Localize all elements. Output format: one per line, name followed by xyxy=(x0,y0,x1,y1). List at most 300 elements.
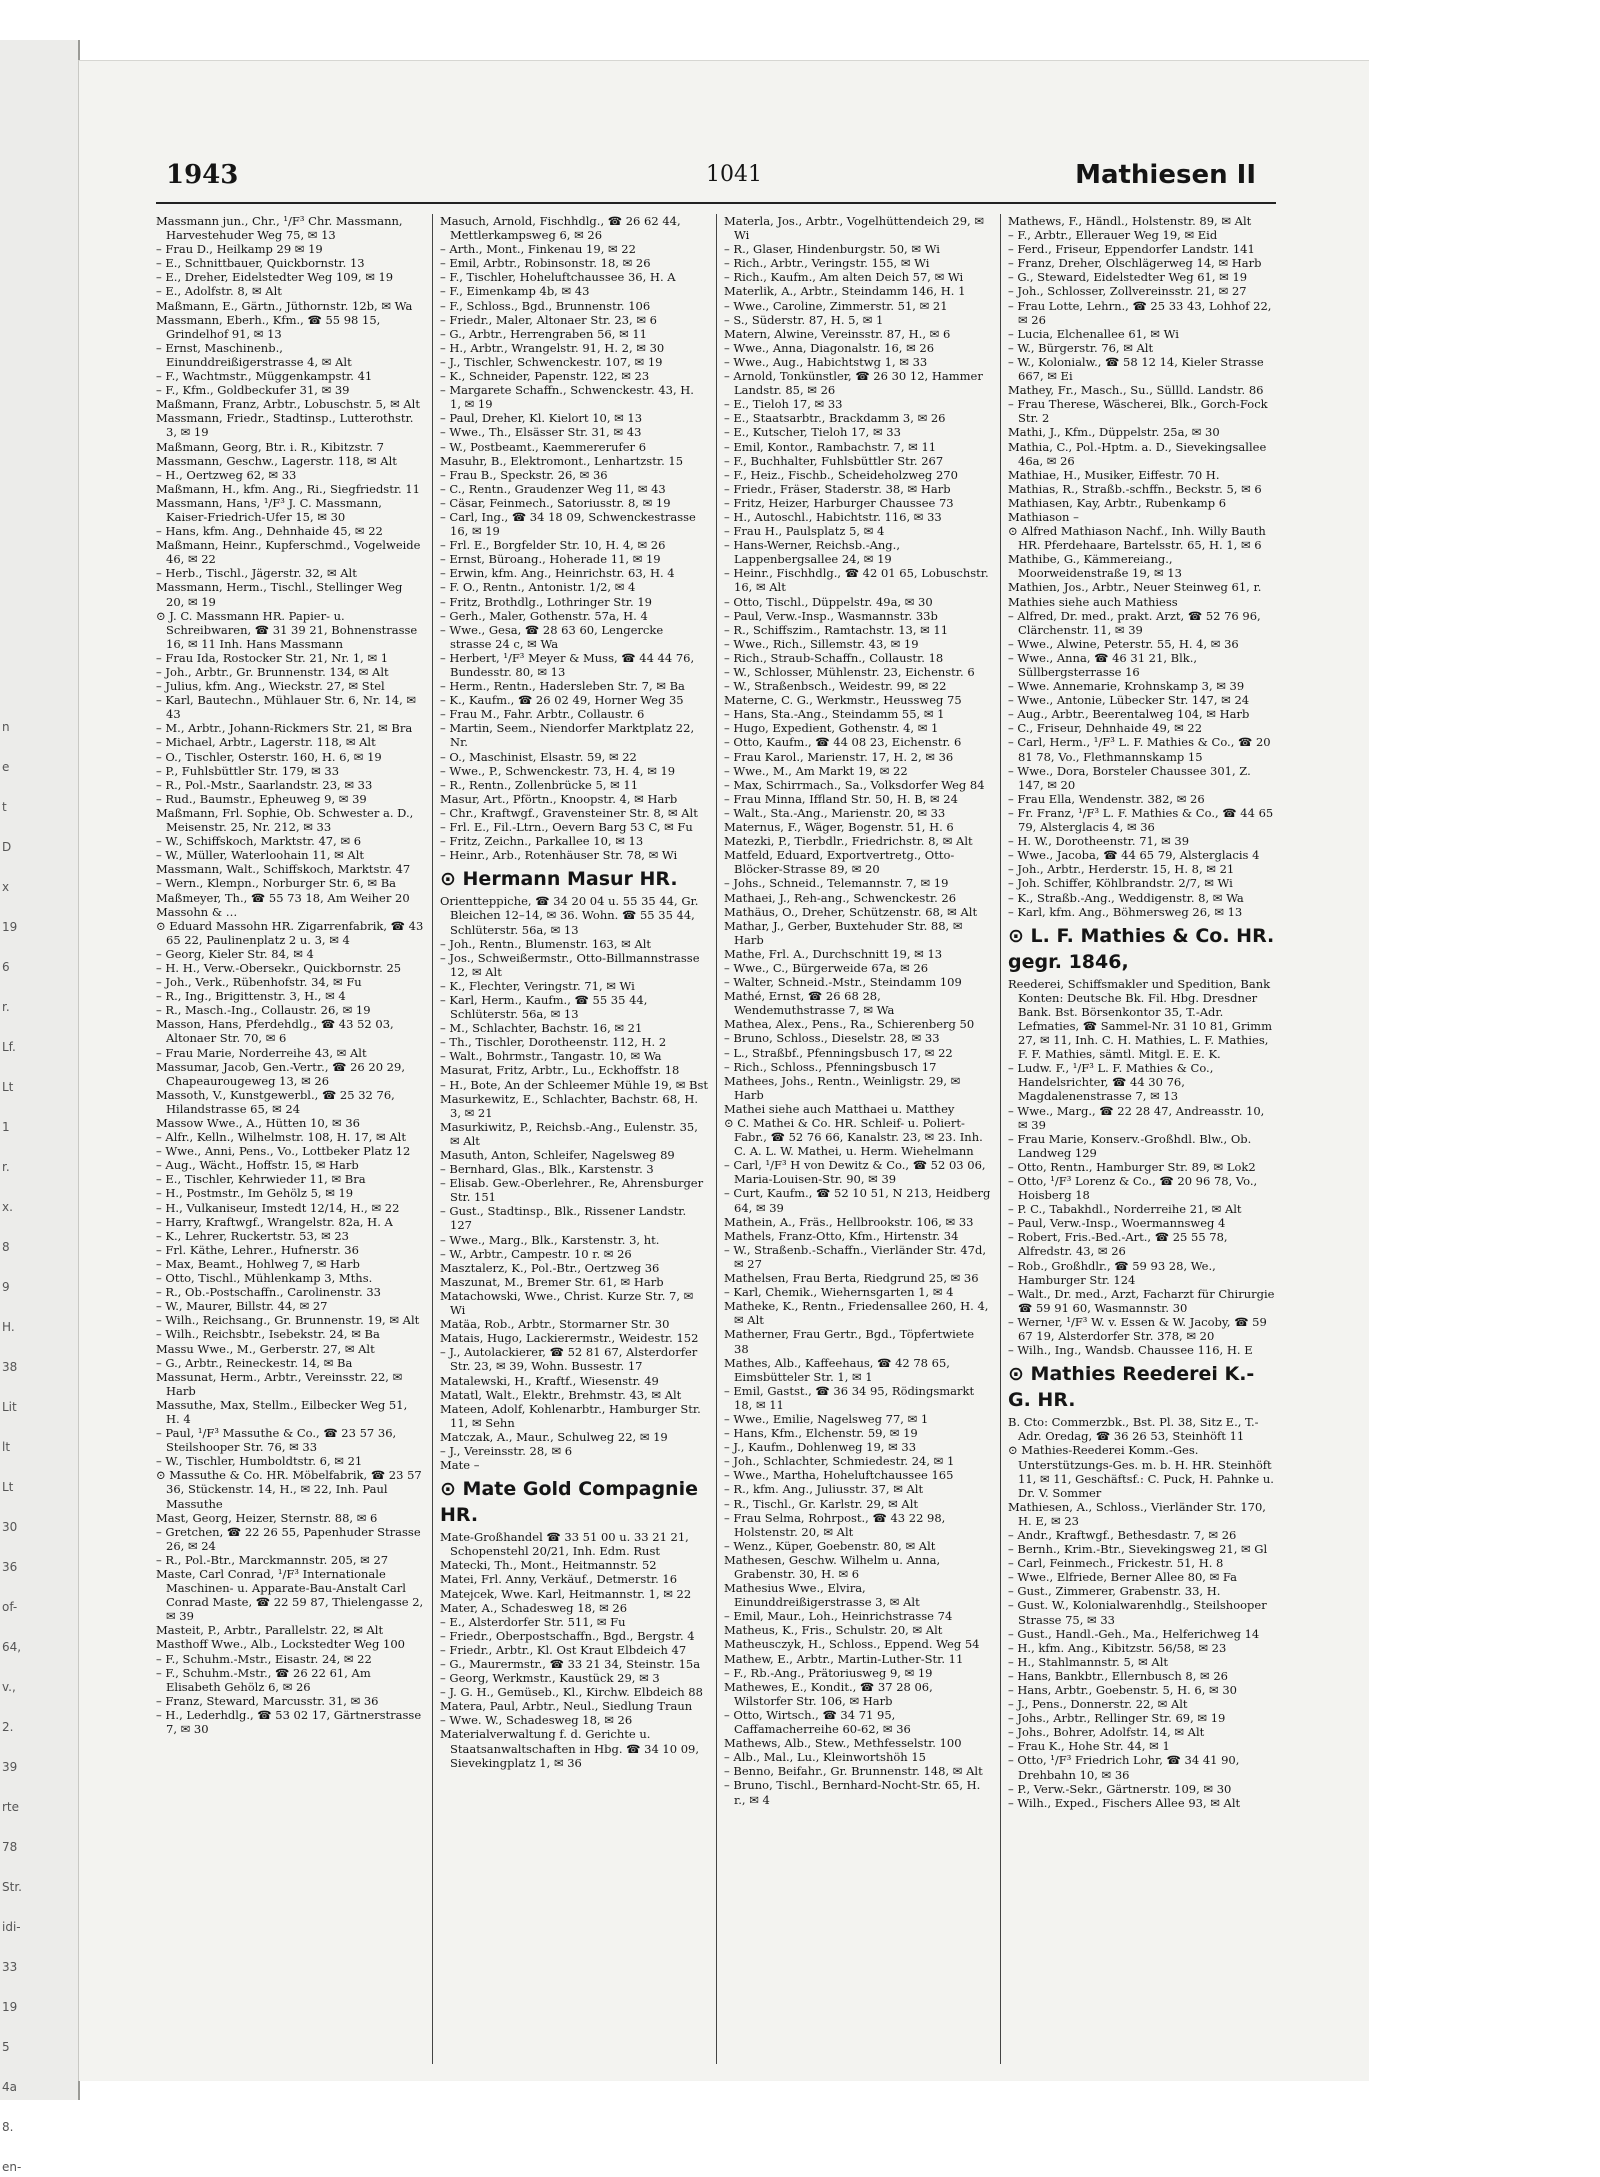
edge-text-fragment: 19 xyxy=(2,920,18,934)
directory-entry: – K., Kaufm., ☎ 26 02 49, Horner Weg 35 xyxy=(440,693,684,708)
directory-entry: – Andr., Kraftwgf., Bethesdastr. 7, ✉ 26 xyxy=(1008,1527,1237,1542)
directory-entry: – Otto, Tischl., Mühlenkamp 3, Mths. xyxy=(156,1271,373,1286)
running-head: Mathiesen II xyxy=(1075,160,1256,190)
directory-entry: Mathewes, E., Kondit., ☎ 37 28 06, Wilstorfer Str. 106, ✉ Harb xyxy=(724,1679,933,1708)
directory-entry: – Wilh., Ing., Wandsb. Chaussee 116, H. E xyxy=(1008,1343,1253,1358)
directory-entry: – Rich., Arbtr., Veringstr. 155, ✉ Wi xyxy=(724,256,930,271)
directory-entry: – Heinr., Fischhdlg., ☎ 42 01 65, Lobuschstr. 16, ✉ Alt xyxy=(724,566,989,595)
directory-entry: Matatl, Walt., Elektr., Brehmstr. 43, ✉ Alt xyxy=(440,1387,682,1402)
directory-entry: Masur, Art., Pförtn., Knoopstr. 4, ✉ Harb xyxy=(440,791,678,806)
directory-entry: Mast, Georg, Heizer, Sternstr. 88, ✉ 6 xyxy=(156,1510,378,1525)
directory-entry: – F., Rb.-Ang., Prätoriusweg 9, ✉ 19 xyxy=(724,1665,933,1680)
directory-entry: – F., Schloss., Bgd., Brunnenstr. 106 xyxy=(440,298,651,313)
directory-entry: – W., Maurer, Billstr. 44, ✉ 27 xyxy=(156,1299,328,1314)
directory-entry: Mathibe, G., Kämmereiang., Moorweidenstraße 19, ✉ 13 xyxy=(1008,552,1182,581)
directory-entry: – Wwe., Th., Elsässer Str. 31, ✉ 43 xyxy=(440,425,642,440)
directory-entry: Mathes, Alb., Kaffeehaus, ☎ 42 78 65, Eimsbütteler Str. 1, ✉ 1 xyxy=(724,1355,950,1384)
directory-entry: – G., Steward, Eidelstedter Weg 61, ✉ 19 xyxy=(1008,270,1248,285)
directory-entry: – W., Straßenbsch., Weidestr. 99, ✉ 22 xyxy=(724,679,947,694)
directory-entry: Maste, Carl Conrad, ¹/F³ Internationale Maschinen- u. Apparate-Bau-Anstalt Carl Conrad Maste, ☎ 22 59 87, Thielengasse 2, ✉ 39 xyxy=(156,1567,424,1624)
edge-text-fragment: 8. xyxy=(2,2120,14,2134)
directory-entry: – R., Schiffszim., Ramtachstr. 13, ✉ 11 xyxy=(724,622,949,637)
directory-entry: – Hans, Bankbtr., Ellernbusch 8, ✉ 26 xyxy=(1008,1668,1228,1683)
directory-entry: Mate – xyxy=(440,1458,480,1473)
directory-entry: – Walt., Dr. med., Arzt, Facharzt für Chirurgie ☎ 59 91 60, Wasmannstr. 30 xyxy=(1008,1286,1275,1315)
directory-entry: – R., Rentn., Zollenbrücke 5, ✉ 11 xyxy=(440,777,639,792)
directory-entry: – H. H., Verw.-Obersekr., Quickbornstr. 25 xyxy=(156,960,402,975)
directory-entry: – Wwe., Marg., ☎ 22 28 47, Andreasstr. 10, ✉ 39 xyxy=(1008,1103,1265,1132)
directory-entry: – K., Straßb.-Ang., Weddigenstr. 8, ✉ Wa xyxy=(1008,890,1244,905)
directory-entry: – Hans-Werner, Reichsb.-Ang., Lappenbergsallee 24, ✉ 19 xyxy=(724,538,900,567)
directory-entry: – Aug., Wächt., Hoffstr. 15, ✉ Harb xyxy=(156,1158,359,1173)
edge-text-fragment: n xyxy=(2,720,10,734)
directory-entry: – Wwe., C., Bürgerweide 67a, ✉ 26 xyxy=(724,960,929,975)
directory-entry: Matheke, K., Rentn., Friedensallee 260, H. 4, ✉ Alt xyxy=(724,1299,989,1328)
directory-entry: – Arnold, Tonkünstler, ☎ 26 30 12, Hammer Landstr. 85, ✉ 26 xyxy=(724,369,983,398)
directory-entry: – R., kfm. Ang., Juliusstr. 37, ✉ Alt xyxy=(724,1482,924,1497)
directory-entry: – Wwe., P., Schwenckestr. 73, H. 4, ✉ 19 xyxy=(440,763,676,778)
directory-entry: Massmann, Eberh., Kfm., ☎ 55 98 15, Grindelhof 91, ✉ 13 xyxy=(156,312,381,341)
directory-entry: – Friedr., Fräser, Staderstr. 38, ✉ Harb xyxy=(724,481,951,496)
directory-entry: – Elisab. Gew.-Oberlehrer., Re, Ahrensburger Str. 151 xyxy=(440,1176,704,1205)
directory-entry: – Paul, Dreher, Kl. Kielort 10, ✉ 13 xyxy=(440,411,643,426)
column-divider xyxy=(1000,214,1001,2064)
directory-entry: Matheusczyk, H., Schloss., Eppend. Weg 54 xyxy=(724,1637,980,1652)
directory-entry: Matäa, Rob., Arbtr., Stormarner Str. 30 xyxy=(440,1317,670,1332)
directory-entry: – Hans, Kfm., Elchenstr. 59, ✉ 19 xyxy=(724,1426,918,1441)
directory-entry: Matfeld, Eduard, Exportvertretg., Otto-Blöcker-Strasse 89, ✉ 20 xyxy=(724,848,955,877)
directory-entry: – Erwin, kfm. Ang., Heinrichstr. 63, H. 4 xyxy=(440,566,675,581)
directory-entry: Massunat, Herm., Arbtr., Vereinsstr. 22, ✉ Harb xyxy=(156,1369,403,1398)
directory-entry: – H., Stahlmannstr. 5, ✉ Alt xyxy=(1008,1654,1169,1669)
directory-entry: – W., Schiffskoch, Marktstr. 47, ✉ 6 xyxy=(156,834,362,849)
directory-entry: – Frau Lotte, Lehrn., ☎ 25 33 43, Lohhof 22, ✉ 26 xyxy=(1008,298,1272,327)
directory-entry: ⊙ J. C. Massmann HR. Papier- u. Schreibwaren, ☎ 31 39 21, Bohnenstrasse 16, ✉ 11 Inh. Hans Massmann xyxy=(156,608,418,651)
directory-entry: – F., Schuhm.-Mstr., ☎ 26 22 61, Am Elisabeth Gehölz 6, ✉ 26 xyxy=(156,1665,371,1694)
directory-entry: ⊙ Hermann Masur HR. xyxy=(440,868,678,891)
directory-entry: – Frau Marie, Norderreihe 43, ✉ Alt xyxy=(156,1045,367,1060)
directory-entry: – C., Rentn., Graudenzer Weg 11, ✉ 43 xyxy=(440,481,666,496)
directory-entry: – Otto, Tischl., Düppelstr. 49a, ✉ 30 xyxy=(724,594,933,609)
directory-entry: – Aug., Arbtr., Beerentalweg 104, ✉ Harb xyxy=(1008,707,1250,722)
edge-text-fragment: x xyxy=(2,880,10,894)
directory-entry: Mathey, Fr., Masch., Su., Süllld. Landstr. 86 xyxy=(1008,383,1264,398)
directory-entry: – Karl, Herm., Kaufm., ☎ 55 35 44, Schlüterstr. 56a, ✉ 13 xyxy=(440,992,648,1022)
directory-entry: Mathiason – xyxy=(1008,509,1079,524)
directory-entry: – Karl, Chemik., Wiehernsgarten 1, ✉ 4 xyxy=(724,1285,954,1300)
directory-entry: Maßmeyer, Th., ☎ 55 73 18, Am Weiher 20 xyxy=(156,890,410,905)
directory-entry: – Fritz, Zeichn., Parkallee 10, ✉ 13 xyxy=(440,834,644,849)
directory-entry: Mathels, Franz-Otto, Kfm., Hirtenstr. 34 xyxy=(724,1228,959,1243)
directory-entry: Massumar, Jacob, Gen.-Vertr., ☎ 26 20 29, Chapeaurougeweg 13, ✉ 26 xyxy=(156,1059,405,1088)
directory-entry: – Paul, Verw.-Insp., Woermannsweg 4 xyxy=(1008,1216,1226,1231)
directory-entry: – Ernst, Büroang., Hoherade 11, ✉ 19 xyxy=(440,552,661,567)
directory-entry: – Frl. Käthe, Lehrer., Hufnerstr. 36 xyxy=(156,1242,359,1257)
directory-entry: ⊙ Alfred Mathiason Nachf., Inh. Willy Bauth HR. Pferdehaare, Bartelsstr. 65, H. 1, ✉ 6 xyxy=(1008,524,1266,553)
directory-entry: Mathäus, O., Dreher, Schützenstr. 68, ✉ Alt xyxy=(724,904,978,919)
directory-entry: Masteit, P., Arbtr., Parallelstr. 22, ✉ Alt xyxy=(156,1623,384,1638)
directory-entry: – Wwe., Martha, Hoheluftchaussee 165 xyxy=(724,1468,954,1483)
directory-entry: – W., Tischler, Humboldtstr. 6, ✉ 21 xyxy=(156,1454,363,1469)
edge-text-fragment: 38 xyxy=(2,1360,18,1374)
directory-entry: – Frau Minna, Iffland Str. 50, H. B, ✉ 24 xyxy=(724,791,958,806)
directory-entry: Mathiae, H., Musiker, Eiffestr. 70 H. xyxy=(1008,467,1220,482)
directory-entry: ⊙ C. Mathei & Co. HR. Schleif- u. Poliert-Fabr., ☎ 52 76 66, Kanalstr. 23, ✉ 23. Inh. C. A. L. W. Mathei, u. Herm. Wiehelmann xyxy=(724,1116,983,1159)
directory-entry: – Paul, Verw.-Insp., Wasmannstr. 33b xyxy=(724,608,938,623)
directory-entry: – E., Schnittbauer, Quickbornstr. 13 xyxy=(156,256,365,271)
column-4 xyxy=(1008,214,1276,2064)
directory-entry: – Cäsar, Feinmech., Satoriusstr. 8, ✉ 19 xyxy=(440,495,671,510)
directory-entry: Maszunat, M., Bremer Str. 61, ✉ Harb xyxy=(440,1274,664,1289)
directory-entry: – Joh., Verk., Rübenhofstr. 34, ✉ Fu xyxy=(156,975,362,990)
directory-entry: – Joh., Schlachter, Schmiedestr. 24, ✉ 1 xyxy=(724,1454,955,1469)
directory-entry: ⊙ Mathies-Reederei Komm.-Ges. Unterstützungs-Ges. m. b. H. HR. Steinhöft 11, ✉ 11, Geschäftsf.: C. Puck, H. Pahnke u. Dr. V. Sommer xyxy=(1008,1443,1274,1500)
directory-entry: – Michael, Arbtr., Lagerstr. 118, ✉ Alt xyxy=(156,735,376,750)
directory-entry: – F., Buchhalter, Fuhlsbüttler Str. 267 xyxy=(724,453,944,468)
directory-entry: Masurat, Fritz, Arbtr., Lu., Eckhoffstr. 18 xyxy=(440,1063,680,1078)
directory-entry: Maßmann, H., kfm. Ang., Ri., Siegfriedstr. 11 xyxy=(156,481,421,496)
directory-entry: – Rud., Baumstr., Epheuweg 9, ✉ 39 xyxy=(156,791,367,806)
directory-entry: – P. C., Tabakhdl., Norderreihe 21, ✉ Alt xyxy=(1008,1202,1242,1217)
edge-text-fragment: 1 xyxy=(2,1120,10,1134)
directory-entry: – C., Friseur, Dehnhaide 49, ✉ 22 xyxy=(1008,721,1203,736)
page-header xyxy=(166,160,1266,200)
directory-entry: – H., Postmstr., Im Gehölz 5, ✉ 19 xyxy=(156,1186,354,1201)
directory-entry: – Joh., Rentn., Blumenstr. 163, ✉ Alt xyxy=(440,936,652,951)
directory-entry: – F., Arbtr., Ellerauer Weg 19, ✉ Eid xyxy=(1008,228,1218,243)
directory-entry: Maßmann, Georg, Btr. i. R., Kibitzstr. 7 xyxy=(156,439,384,454)
directory-entry: – Franz, Dreher, Olschlägerweg 14, ✉ Harb xyxy=(1008,256,1262,271)
directory-entry: – Fritz, Heizer, Harburger Chaussee 73 xyxy=(724,495,954,510)
directory-entry: – Wenz., Küper, Goebenstr. 80, ✉ Alt xyxy=(724,1538,936,1553)
directory-entry: – Georg, Kieler Str. 84, ✉ 4 xyxy=(156,946,314,961)
directory-entry: – F., Tischler, Hoheluftchaussee 36, H. A xyxy=(440,270,676,285)
directory-entry: – Joh., Arbtr., Herderstr. 15, H. 8, ✉ 21 xyxy=(1008,862,1235,877)
directory-entry: – Wwe., Marg., Blk., Karstenstr. 3, ht. xyxy=(440,1232,660,1247)
directory-entry: – Carl, Feinmech., Frickestr. 51, H. 8 xyxy=(1008,1556,1224,1571)
edge-text-fragment: rte xyxy=(2,1800,20,1814)
edge-text-fragment: 30 xyxy=(2,1520,18,1534)
directory-entry: – Frau M., Fahr. Arbtr., Collaustr. 6 xyxy=(440,707,645,722)
edge-text-fragment: lt xyxy=(2,1440,11,1454)
directory-entry: – L., Straßbf., Pfenningsbusch 17, ✉ 22 xyxy=(724,1045,953,1060)
directory-entry: Maßmann, E., Gärtn., Jüthornstr. 12b, ✉ Wa xyxy=(156,298,413,313)
directory-entry: – R., Glaser, Hindenburgstr. 50, ✉ Wi xyxy=(724,242,940,257)
directory-entry: – Hans, Arbtr., Goebenstr. 5, H. 6, ✉ 30 xyxy=(1008,1683,1237,1697)
directory-entry: Maßmann, Franz, Arbtr., Lobuschstr. 5, ✉ Alt xyxy=(156,397,420,412)
directory-entry: – Carl, ¹/F³ H von Dewitz & Co., ☎ 52 03 06, Maria-Louisen-Str. 90, ✉ 39 xyxy=(724,1158,986,1187)
directory-entry: – Walt., Bohrmstr., Tangastr. 10, ✉ Wa xyxy=(440,1049,662,1064)
directory-entry: – Robert, Fris.-Bed.-Art., ☎ 25 55 78, Alfredstr. 43, ✉ 26 xyxy=(1008,1230,1228,1259)
directory-entry: – Emil, Kontor., Rambachstr. 7, ✉ 11 xyxy=(724,439,937,454)
page-margin xyxy=(1370,60,1600,2080)
directory-entry: – E., Staatsarbtr., Brackdamm 3, ✉ 26 xyxy=(724,411,946,426)
directory-entry: Masuth, Anton, Schleifer, Nagelsweg 89 xyxy=(440,1148,675,1162)
directory-entry: – Bruno, Schloss., Dieselstr. 28, ✉ 33 xyxy=(724,1031,940,1046)
directory-entry: – Alfred, Dr. med., prakt. Arzt, ☎ 52 76 96, Clärchenstr. 11, ✉ 39 xyxy=(1008,608,1261,637)
directory-entry: – Emil, Arbtr., Robinsonstr. 18, ✉ 26 xyxy=(440,256,651,271)
directory-entry: Materlik, A., Arbtr., Steindamm 146, H. 1 xyxy=(724,284,966,299)
directory-entry: – Walter, Schneid.-Mstr., Steindamm 109 xyxy=(724,975,962,990)
edge-text-fragment: Str. xyxy=(2,1880,22,1894)
directory-entry: – F. O., Rentn., Antonistr. 1/2, ✉ 4 xyxy=(440,580,636,595)
directory-entry: – Herb., Tischl., Jägerstr. 32, ✉ Alt xyxy=(156,566,357,581)
edge-text-fragment: 78 xyxy=(2,1840,18,1854)
directory-entry: – Harry, Kraftwgf., Wrangelstr. 82a, H. A xyxy=(156,1214,393,1229)
directory-entry: Mathelsen, Frau Berta, Riedgrund 25, ✉ 36 xyxy=(724,1271,979,1286)
directory-entry: Matera, Paul, Arbtr., Neul., Siedlung Traun xyxy=(440,1699,693,1714)
directory-entry: – P., Fuhlsbüttler Str. 179, ✉ 33 xyxy=(156,763,340,778)
directory-entry: – K., Lehrer, Ruckertstr. 53, ✉ 23 xyxy=(156,1228,349,1243)
header-rule xyxy=(156,202,1276,204)
directory-entry: – Heinr., Arb., Rotenhäuser Str. 78, ✉ Wi xyxy=(440,848,678,863)
directory-entry: – Frau H., Paulsplatz 5, ✉ 4 xyxy=(724,524,885,539)
directory-entry: – Herbert, ¹/F³ Meyer & Muss, ☎ 44 44 76, Bundesstr. 80, ✉ 13 xyxy=(440,650,695,679)
edge-text-fragment: en- xyxy=(2,2160,22,2174)
edge-text-fragment: 9 xyxy=(2,1280,10,1294)
directory-entry: – Otto, Rentn., Hamburger Str. 89, ✉ Lok2 xyxy=(1008,1159,1256,1174)
directory-entry: – Bernh., Krim.-Btr., Sievekingsweg 21, ✉ Gl xyxy=(1008,1542,1268,1557)
directory-entry: B. Cto: Commerzbk., Bst. Pl. 38, Sitz E., T.-Adr. Oredag, ☎ 36 26 53, Steinhöft 11 xyxy=(1008,1415,1259,1444)
directory-entry: – Frau Therese, Wäscherei, Blk., Gorch-Fock Str. 2 xyxy=(1008,397,1268,426)
directory-entry: – Frau Karol., Marienstr. 17, H. 2, ✉ 36 xyxy=(724,749,954,764)
directory-entry: – Lucia, Elchenallee 61, ✉ Wi xyxy=(1008,326,1179,341)
directory-entry: – Wilh., Reichsbtr., Isebekstr. 24, ✉ Ba xyxy=(156,1327,380,1342)
directory-entry: Mate-Großhandel ☎ 33 51 00 u. 33 21 21, Schopenstehl 20/21, Inh. Edm. Rust xyxy=(440,1530,689,1559)
directory-entry: – E., Adolfstr. 8, ✉ Alt xyxy=(156,284,282,299)
directory-entry: Matejcek, Wwe. Karl, Heitmannstr. 1, ✉ 22 xyxy=(440,1586,692,1601)
directory-entry: – Friedr., Arbtr., Kl. Ost Kraut Elbdeich 47 xyxy=(440,1642,687,1657)
directory-entry: – Gretchen, ☎ 22 26 55, Papenhuder Strasse 26, ✉ 24 xyxy=(156,1524,421,1553)
directory-entry: – Wern., Klempn., Norburger Str. 6, ✉ Ba xyxy=(156,876,397,891)
directory-entry: – Karl, kfm. Ang., Böhmersweg 26, ✉ 13 xyxy=(1008,904,1243,919)
directory-entry: – Wwe., M., Am Markt 19, ✉ 22 xyxy=(724,763,908,778)
directory-entry: Massoth, V., Kunstgewerbl., ☎ 25 32 76, Hilandstrasse 65, ✉ 24 xyxy=(156,1087,395,1116)
directory-entry: – Otto, Kaufm., ☎ 44 08 23, Eichenstr. 6 xyxy=(724,735,962,750)
edge-text-fragment: 4a xyxy=(2,2080,17,2094)
directory-entry: Maßmann, Frl. Sophie, Ob. Schwester a. D., Meisenstr. 25, Nr. 212, ✉ 33 xyxy=(156,805,414,835)
directory-entry: Masuch, Arnold, Fischhdlg., ☎ 26 62 44, Mettlerkampsweg 6, ✉ 26 xyxy=(440,214,681,243)
directory-entry: – Johs., Arbtr., Rellinger Str. 69, ✉ 19 xyxy=(1008,1711,1226,1726)
directory-entry: – Walt., Sta.-Ang., Marienstr. 20, ✉ 33 xyxy=(724,805,946,820)
directory-entry: – M., Arbtr., Johann-Rickmers Str. 21, ✉ Bra xyxy=(156,721,413,736)
directory-entry: – H., Oertzweg 62, ✉ 33 xyxy=(156,467,297,482)
directory-entry: – E., Tischler, Kehrwieder 11, ✉ Bra xyxy=(156,1172,366,1187)
edge-text-fragment: r. xyxy=(2,1160,10,1174)
directory-entry: – Frau Marie, Konserv.-Großhdl. Blw., Ob. Landweg 129 xyxy=(1008,1131,1252,1160)
edge-text-fragment: 5 xyxy=(2,2040,10,2054)
directory-entry: Matecki, Th., Mont., Heitmannstr. 52 xyxy=(440,1558,657,1573)
directory-entry: – Emil, Gastst., ☎ 36 34 95, Rödingsmarkt 18, ✉ 11 xyxy=(724,1383,975,1412)
directory-entry: Mathiasen, Kay, Arbtr., Rubenkamp 6 xyxy=(1008,495,1227,510)
edge-text-fragment: 39 xyxy=(2,1760,18,1774)
directory-entry: Masurkewitz, E., Schlachter, Bachstr. 68, H. 3, ✉ 21 xyxy=(440,1091,699,1120)
directory-entry: – G., Arbtr., Reineckestr. 14, ✉ Ba xyxy=(156,1355,353,1370)
directory-entry: – Frau D., Heilkamp 29 ✉ 19 xyxy=(156,242,323,257)
directory-entry: – Alb., Mal., Lu., Kleinwortshöh 15 xyxy=(724,1750,926,1765)
directory-entry: Matachowski, Wwe., Christ. Kurze Str. 7, ✉ Wi xyxy=(440,1288,694,1318)
directory-entry: Mathesen, Geschw. Wilhelm u. Anna, Grabenstr. 30, H. ✉ 6 xyxy=(724,1552,941,1581)
edge-text-fragment: v., xyxy=(2,1680,16,1694)
directory-entry: Massu Wwe., M., Gerberstr. 27, ✉ Alt xyxy=(156,1341,375,1356)
directory-entry: – Fr. Franz, ¹/F³ L. F. Mathies & Co., ☎ 44 65 79, Alsterglacis 4, ✉ 36 xyxy=(1008,805,1274,835)
directory-entry: – K., Schneider, Papenstr. 122, ✉ 23 xyxy=(440,369,650,384)
edge-text-fragment: H. xyxy=(2,1320,15,1334)
directory-entry: – Rich., Kaufm., Am alten Deich 57, ✉ Wi xyxy=(724,270,964,285)
directory-entry: – Georg, Werkmstr., Kaustück 29, ✉ 3 xyxy=(440,1671,660,1686)
directory-entry: – H., Lederhdlg., ☎ 53 02 17, Gärtnerstrasse 7, ✉ 30 xyxy=(156,1707,422,1737)
directory-entry: – Joh., Schlosser, Zollvereinsstr. 21, ✉ 27 xyxy=(1008,284,1247,299)
directory-entry: – Joh., Arbtr., Gr. Brunnenstr. 134, ✉ Alt xyxy=(156,665,389,679)
directory-entry: – Ernst, Maschinenb., Einunddreißigerstrasse 4, ✉ Alt xyxy=(156,340,352,369)
directory-entry: – Hans, kfm. Ang., Dehnhaide 45, ✉ 22 xyxy=(156,524,383,539)
directory-entry: – F., Schuhm.-Mstr., Eisastr. 24, ✉ 22 xyxy=(156,1651,372,1666)
edge-text-fragment: 33 xyxy=(2,1960,18,1974)
directory-entry: Mathias, R., Straßb.-schffn., Beckstr. 5, ✉ 6 xyxy=(1008,481,1262,496)
directory-entry: – H., Vulkaniseur, Imstedt 12/14, H., ✉ 22 xyxy=(156,1200,400,1215)
directory-entry: – Johs., Bohrer, Adolfstr. 14, ✉ Alt xyxy=(1008,1725,1205,1740)
directory-entry: – Gust., Zimmerer, Grabenstr. 33, H. xyxy=(1008,1584,1221,1599)
directory-entry: – S., Süderstr. 87, H. 5, ✉ 1 xyxy=(724,312,884,327)
directory-entry: – Emil, Maur., Loh., Heinrichstrasse 74 xyxy=(724,1609,953,1624)
directory-entry: Mathees, Johs., Rentn., Weinligstr. 29, ✉ Harb xyxy=(724,1073,961,1102)
edge-text-fragment: 2. xyxy=(2,1720,14,1734)
directory-entry: ⊙ Eduard Massohn HR. Zigarrenfabrik, ☎ 43 65 22, Paulinenplatz 2 u. 3, ✉ 4 xyxy=(156,918,424,947)
directory-entry: – Rob., Großhdlr., ☎ 59 93 28, We., Hamburger Str. 124 xyxy=(1008,1258,1216,1287)
column-2 xyxy=(440,214,708,2064)
directory-entry: Masurkiwitz, P., Reichsb.-Ang., Eulenstr. 35, ✉ Alt xyxy=(440,1119,698,1148)
directory-entry: – Friedr., Oberpostschaffn., Bgd., Bergstr. 4 xyxy=(440,1628,695,1643)
adjacent-page-edge xyxy=(0,40,80,2174)
directory-entry: – Rich., Schloss., Pfenningsbusch 17 xyxy=(724,1059,937,1074)
directory-entry: Mathea, Alex., Pens., Ra., Schierenberg 50 xyxy=(724,1017,975,1032)
directory-entry: – Frau Selma, Rohrpost., ☎ 43 22 98, Holstenstr. 20, ✉ Alt xyxy=(724,1510,946,1539)
directory-entry: Materialverwaltung f. d. Gerichte u. Staatsanwaltschaften in Hbg. ☎ 34 10 09, Sievekingplatz 1, ✉ 36 xyxy=(440,1727,699,1770)
directory-entry: Mathi, J., Kfm., Düppelstr. 25a, ✉ 30 xyxy=(1008,425,1220,440)
directory-entry: Mathews, F., Händl., Holstenstr. 89, ✉ Alt xyxy=(1008,214,1252,228)
edge-text-fragment: 64, xyxy=(2,1640,22,1654)
directory-entry: – Wwe., Emilie, Nagelsweg 77, ✉ 1 xyxy=(724,1411,929,1426)
directory-entry: Orientteppiche, ☎ 34 20 04 u. 55 35 44, Gr. Bleichen 12–14, ✉ 36. Wohn. ☎ 55 35 44, Schlüterstr. 56a, ✉ 13 xyxy=(440,894,699,937)
directory-entry: – R., Tischl., Gr. Karlstr. 29, ✉ Alt xyxy=(724,1496,919,1511)
directory-entry: – W., Bürgerstr. 76, ✉ Alt xyxy=(1008,340,1154,355)
directory-entry: – Wwe., Anna, Diagonalstr. 16, ✉ 26 xyxy=(724,340,935,355)
directory-entry: Mathei siehe auch Matthaei u. Matthey xyxy=(724,1101,955,1116)
directory-entry: ⊙ Mate Gold Compagnie HR. xyxy=(440,1478,698,1527)
directory-entry: – Frau Ida, Rostocker Str. 21, Nr. 1, ✉ 1 xyxy=(156,650,389,665)
directory-entry: – Otto, Wirtsch., ☎ 34 71 95, Caffamacherreihe 60-62, ✉ 36 xyxy=(724,1707,911,1737)
directory-entry: – Rich., Straub-Schaffn., Collaustr. 18 xyxy=(724,650,944,665)
directory-entry: – Ferd., Friseur, Eppendorfer Landstr. 141 xyxy=(1008,242,1255,257)
directory-entry: – Alfr., Kelln., Wilhelmstr. 108, H. 17, ✉ Alt xyxy=(156,1130,406,1145)
directory-entry: – G., Arbtr., Herrengraben 56, ✉ 11 xyxy=(440,326,647,341)
directory-entry: ⊙ L. F. Mathies & Co. HR. gegr. 1846, xyxy=(1008,924,1275,973)
directory-entry: – Joh. Schiffer, Köhlbrandstr. 2/7, ✉ Wi xyxy=(1008,876,1233,891)
directory-entry: – Bruno, Tischl., Bernhard-Nocht-Str. 65, H. r., ✉ 4 xyxy=(724,1778,981,1807)
directory-entry: – J., Kaufm., Dohlenweg 19, ✉ 33 xyxy=(724,1440,917,1455)
directory-entry: Massow Wwe., A., Hütten 10, ✉ 36 xyxy=(156,1116,360,1130)
directory-entry: – Wwe. Annemarie, Krohnskamp 3, ✉ 39 xyxy=(1008,679,1245,694)
directory-entry: Matais, Hugo, Lackierermstr., Weidestr. 152 xyxy=(440,1331,699,1346)
directory-entry: Massmann, Walt., Schiffskoch, Marktstr. 47 xyxy=(156,862,411,877)
directory-entry: – E., Dreher, Eidelstedter Weg 109, ✉ 19 xyxy=(156,270,394,285)
edge-text-fragment: 19 xyxy=(2,2000,18,2014)
directory-entry: Materne, C. G., Werkmstr., Heussweg 75 xyxy=(724,693,962,708)
directory-entry: – E., Alsterdorfer Str. 511, ✉ Fu xyxy=(440,1614,626,1629)
directory-entry: – Wwe., Rich., Sillemstr. 43, ✉ 19 xyxy=(724,636,919,651)
directory-entry: Mathé, Ernst, ☎ 26 68 28, Wendemuthstrasse 7, ✉ Wa xyxy=(724,989,895,1018)
directory-entry: Mater, A., Schadesweg 18, ✉ 26 xyxy=(440,1600,628,1615)
directory-entry: – M., Schlachter, Bachstr. 16, ✉ 21 xyxy=(440,1021,643,1036)
directory-entry: – K., Flechter, Veringstr. 71, ✉ Wi xyxy=(440,978,635,993)
edge-text-fragment: Lit xyxy=(2,1400,17,1414)
directory-entry: – Jos., Schweißermstr., Otto-Billmannstrasse 12, ✉ Alt xyxy=(440,950,700,979)
directory-entry: – Frau B., Speckstr. 26, ✉ 36 xyxy=(440,467,608,482)
directory-entry: – Otto, ¹/F³ Friedrich Lohr, ☎ 34 41 90, Drehbahn 10, ✉ 36 xyxy=(1008,1753,1240,1782)
directory-entry: – Fritz, Brothdlg., Lothringer Str. 19 xyxy=(440,594,652,609)
directory-entry: – Margarete Schaffn., Schwenckestr. 43, H. 1, ✉ 19 xyxy=(440,383,694,412)
directory-entry: Mathe, Frl. A., Durchschnitt 19, ✉ 13 xyxy=(724,946,943,961)
edge-text-fragment: t xyxy=(2,800,7,814)
directory-entry: – Frau K., Hohe Str. 44, ✉ 1 xyxy=(1008,1739,1170,1754)
directory-columns xyxy=(156,214,1276,2064)
directory-entry: – Wwe., Aug., Habichtstwg 1, ✉ 33 xyxy=(724,354,928,369)
directory-entry: Matheus, K., Fris., Schulstr. 20, ✉ Alt xyxy=(724,1623,943,1638)
directory-entry: – W., Kolonialw., ☎ 58 12 14, Kieler Strasse 667, ✉ Ei xyxy=(1008,354,1264,384)
directory-entry: – F., Wachtmstr., Müggenkampstr. 41 xyxy=(156,369,373,384)
directory-entry: – J. G. H., Gemüseb., Kl., Kirchw. Elbdeich 88 xyxy=(440,1685,703,1700)
directory-entry: Mathein, A., Fräs., Hellbrookstr. 106, ✉ 33 xyxy=(724,1214,974,1229)
directory-entry: – Karl, Bautechn., Mühlauer Str. 6, Nr. 14, ✉ 43 xyxy=(156,693,417,722)
directory-entry: Massohn & … xyxy=(156,904,238,919)
edge-text-fragment: idi- xyxy=(2,1920,21,1934)
directory-entry: – H. W., Dorotheenstr. 71, ✉ 39 xyxy=(1008,834,1190,849)
directory-entry: – Wilh., Reichsang., Gr. Brunnenstr. 19, ✉ Alt xyxy=(156,1313,420,1328)
edge-text-fragment: 8 xyxy=(2,1240,10,1254)
directory-entry: – Wwe., Jacoba, ☎ 44 65 79, Alsterglacis 4 xyxy=(1008,848,1260,863)
directory-entry: – J., Pens., Donnerstr. 22, ✉ Alt xyxy=(1008,1697,1188,1712)
directory-entry: Masthoff Wwe., Alb., Lockstedter Weg 100 xyxy=(156,1637,405,1652)
directory-entry: – F., Kfm., Goldbeckufer 31, ✉ 39 xyxy=(156,383,350,398)
directory-entry: Mathien, Jos., Arbtr., Neuer Steinweg 61, r. xyxy=(1008,580,1262,595)
directory-entry: Mathesius Wwe., Elvira, Einunddreißigerstrasse 3, ✉ Alt xyxy=(724,1581,920,1610)
directory-entry: Matei, Frl. Anny, Verkäuf., Detmerstr. 16 xyxy=(440,1572,678,1587)
edge-text-fragment: Lt xyxy=(2,1480,14,1494)
directory-entry: – W., Straßenb.-Schaffn., Vierländer Str. 47d, ✉ 27 xyxy=(724,1242,986,1271)
directory-entry: – F., Heiz., Fischb., Scheideholzweg 270 xyxy=(724,467,958,482)
directory-entry: – Frl. E., Fil.-Ltrn., Oevern Barg 53 C, ✉ Fu xyxy=(440,820,693,835)
directory-entry: Mathar, J., Gerber, Buxtehuder Str. 88, ✉ Harb xyxy=(724,918,963,947)
directory-entry: Mathia, C., Pol.-Hptm. a. D., Sievekingsallee 46a, ✉ 26 xyxy=(1008,439,1267,468)
directory-entry: Mateen, Adolf, Kohlenarbtr., Hamburger Str. 11, ✉ Sehn xyxy=(440,1401,701,1430)
column-3 xyxy=(724,214,992,2064)
column-1 xyxy=(156,214,424,2064)
directory-entry: Masuhr, B., Elektromont., Lenhartzstr. 15 xyxy=(440,453,684,468)
directory-entry: – J., Vereinsstr. 28, ✉ 6 xyxy=(440,1443,573,1458)
edge-text-fragment: Lf. xyxy=(2,1040,16,1054)
directory-entry: – H., kfm. Ang., Kibitzstr. 56/58, ✉ 23 xyxy=(1008,1640,1227,1655)
directory-entry: – Wwe., Gesa, ☎ 28 63 60, Lengercke strasse 24 c, ✉ Wa xyxy=(440,622,664,651)
directory-entry: – Franz, Steward, Marcusstr. 31, ✉ 36 xyxy=(156,1693,379,1708)
directory-entry: – R., Pol.-Btr., Marckmannstr. 205, ✉ 27 xyxy=(156,1552,389,1567)
directory-entry: – Herm., Rentn., Hadersleben Str. 7, ✉ Ba xyxy=(440,679,685,694)
directory-entry: – Gust., Stadtinsp., Blk., Rissener Landstr. 127 xyxy=(440,1204,687,1233)
directory-entry: – Johs., Schneid., Telemannstr. 7, ✉ 19 xyxy=(724,876,949,891)
directory-entry: Mathies siehe auch Mathiess xyxy=(1008,594,1178,609)
directory-entry: – H., Arbtr., Wrangelstr. 91, H. 2, ✉ 30 xyxy=(440,340,665,355)
directory-entry: – Benno, Beifahr., Gr. Brunnenstr. 148, ✉ Alt xyxy=(724,1764,983,1779)
directory-entry: – P., Verw.-Sekr., Gärtnerstr. 109, ✉ 30 xyxy=(1008,1781,1232,1796)
